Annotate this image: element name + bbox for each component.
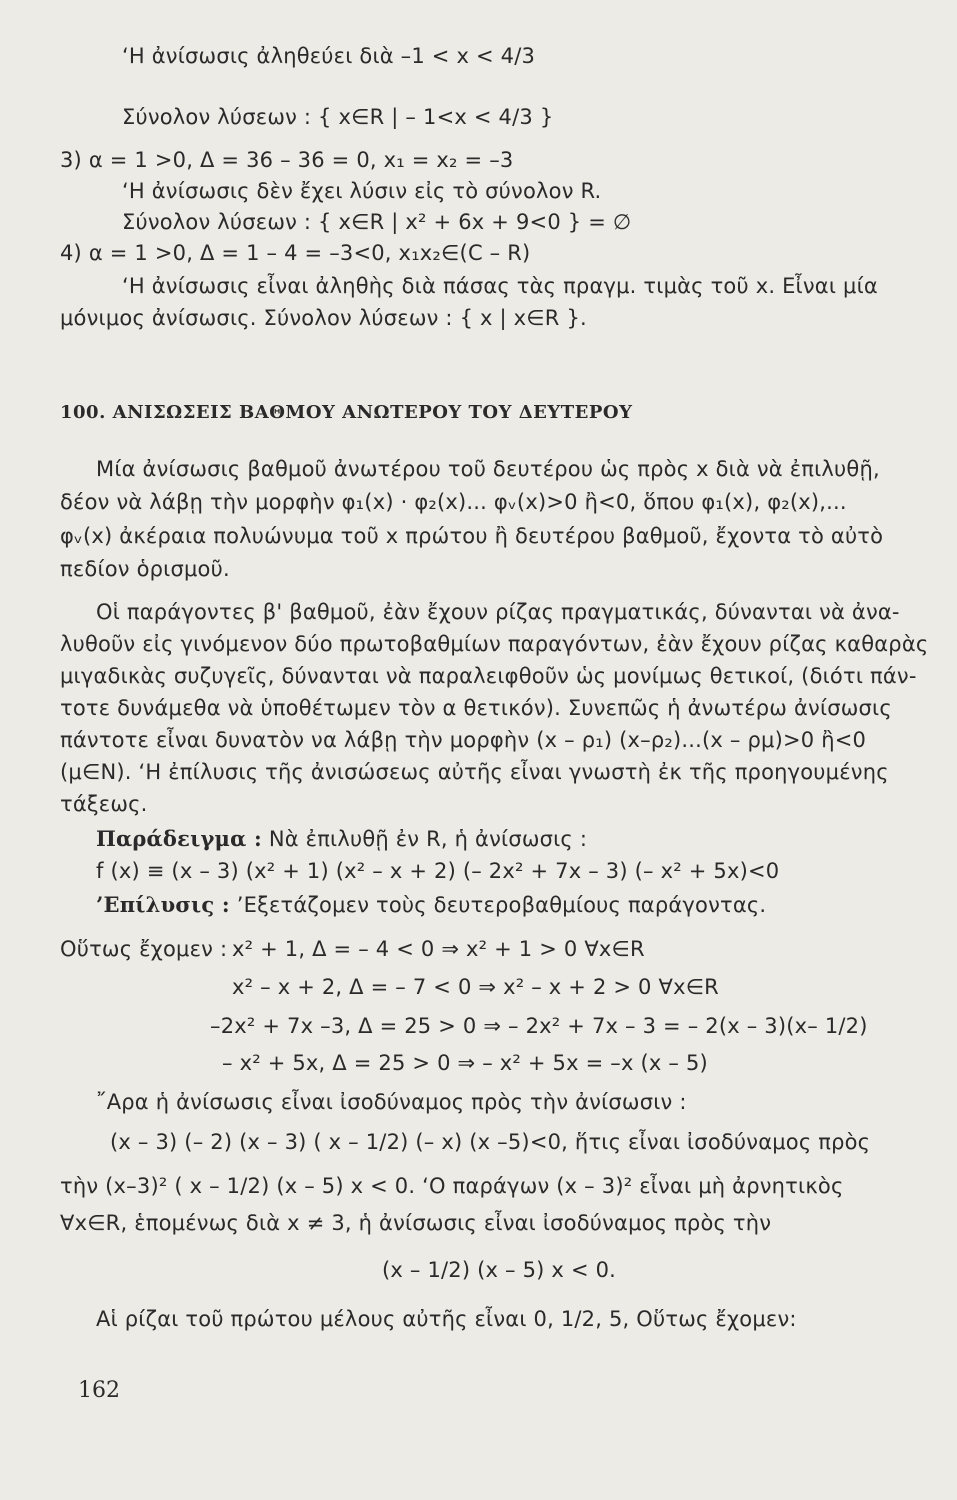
text-line: Σύνολον λύσεων : { x∈R | – 1<x < 4/3 } (122, 105, 554, 129)
text-line: ‘Η ἀνίσωσις δὲν ἔχει λύσιν εἰς τὸ σύνολον R. (122, 179, 602, 203)
factor-line: – x² + 5x, Δ = 25 > 0 ⇒ – x² + 5x = –x (x – 5) (222, 1051, 708, 1075)
example-label: Παράδειγμα : (96, 826, 262, 851)
text-line: Σύνολον λύσεων : { x∈R | x² + 6x + 9<0 } = ∅ (122, 210, 632, 234)
paragraph-line: λυθοῦν εἰς γινόμενον δύο πρωτοβαθμίων παραγόντων, ἐὰν ἔχουν ρίζας καθαρὰς (60, 632, 929, 656)
paragraph-line: δέον νὰ λάβῃ τὴν μορφὴν φ₁(x) · φ₂(x)... φᵥ(x)>0 ἢ<0, ὅπου φ₁(x), φ₂(x),... (60, 490, 847, 514)
text-line: 3) α = 1 >0, Δ = 36 – 36 = 0, x₁ = x₂ = –3 (60, 148, 514, 172)
solution-text: ’Εξετάζομεν τοὺς δευτεροβαθμίους παράγοντας. (236, 893, 767, 917)
text-line: ‘Η ἀνίσωσις εἶναι ἀληθὴς διὰ πάσας τὰς πραγμ. τιμὰς τοῦ x. Εἶναι μία (122, 274, 878, 298)
paragraph-line: Μία ἀνίσωσις βαθμοῦ ἀνωτέρου τοῦ δευτέρου ὡς πρὸς x διὰ νὰ ἐπιλυθῇ, (96, 457, 880, 481)
paragraph-line: τοτε δυνάμεθα νὰ ὑποθέτωμεν τὸν α θετικόν). Συνεπῶς ἡ ἀνωτέρω ἀνίσωσις (60, 696, 892, 720)
conclusion-line: τὴν (x–3)² ( x – 1/2) (x – 5) x < 0. ‘Ο παράγων (x – 3)² εἶναι μὴ ἀρνητικὸς (60, 1174, 844, 1198)
conclusion-line: (x – 1/2) (x – 5) x < 0. (382, 1258, 617, 1282)
example-formula: f (x) ≡ (x – 3) (x² + 1) (x² – x + 2) (– 2x² + 7x – 3) (– x² + 5x)<0 (96, 859, 780, 883)
conclusion-line: ∀x∈R, ἑπομένως διὰ x ≠ 3, ἡ ἀνίσωσις εἶναι ἰσοδύναμος πρὸς τὴν (60, 1211, 772, 1235)
example-text: Νὰ ἐπιλυθῇ ἐν R, ἡ ἀνίσωσις : (268, 827, 588, 851)
paragraph-line: πάντοτε εἶναι δυνατὸν να λάβῃ τὴν μορφὴν (x – ρ₁) (x–ρ₂)...(x – ρμ)>0 ἢ<0 (60, 728, 867, 752)
solution-label: ’Επίλυσις : (96, 892, 230, 917)
example-line (96, 825, 957, 853)
paragraph-line: (μ∈N). ‘Η ἐπίλυσις τῆς ἀνισώσεως αὐτῆς εἶναι γνωστὴ ἐκ τῆς προηγουμένης (60, 760, 889, 784)
paragraph-line: Οἱ παράγοντες β' βαθμοῦ, ἐὰν ἔχουν ρίζας πραγματικάς, δύνανται νὰ ἀνα- (96, 600, 900, 624)
factor-line: x² + 1, Δ = – 4 < 0 ⇒ x² + 1 > 0 ∀x∈R (232, 937, 645, 961)
section-heading: 100. ΑΝΙΣΩΣΕΙΣ ΒΑΘΜΟΥ ΑΝΩΤΕΡΟΥ ΤΟΥ ΔΕΥΤΕΡΟΥ (60, 402, 633, 423)
page-number: 162 (78, 1378, 120, 1403)
conclusion-line: (x – 3) (– 2) (x – 3) ( x – 1/2) (– x) (x –5)<0, ἥτις εἶναι ἰσοδύναμος πρὸς (110, 1130, 871, 1154)
paragraph-line: μιγαδικὰς συζυγεῖς, δύνανται νὰ παραλειφθοῦν ὡς μονίμως θετικοί, (διότι πάν- (60, 664, 917, 688)
conclusion-line: Αἱ ρίζαι τοῦ πρώτου μέλους αὐτῆς εἶναι 0, 1/2, 5, Οὕτως ἔχομεν: (96, 1307, 797, 1331)
solution-line (96, 891, 957, 919)
conclusion-line: ῎Αρα ἡ ἀνίσωσις εἶναι ἰσοδύναμος πρὸς τὴν ἀνίσωσιν : (96, 1090, 687, 1114)
text-line: μόνιμος ἀνίσωσις. Σύνολον λύσεων : { x | x∈R }. (60, 306, 587, 330)
text-line: ‘Η ἀνίσωσις ἀληθεύει διὰ –1 < x < 4/3 (122, 44, 536, 68)
factor-line: –2x² + 7x –3, Δ = 25 > 0 ⇒ – 2x² + 7x – 3 = – 2(x – 3)(x– 1/2) (210, 1014, 868, 1038)
factor-line: x² – x + 2, Δ = – 7 < 0 ⇒ x² – x + 2 > 0 ∀x∈R (232, 975, 719, 999)
paragraph-line: πεδίον ὁρισμοῦ. (60, 557, 230, 581)
text-line: 4) α = 1 >0, Δ = 1 – 4 = –3<0, x₁x₂∈(C – R) (60, 241, 531, 265)
paragraph-line: τάξεως. (60, 792, 148, 816)
paragraph-line: φᵥ(x) ἀκέραια πολυώνυμα τοῦ x πρώτου ἢ δευτέρου βαθμοῦ, ἔχοντα τὸ αὐτὸ (60, 524, 884, 548)
factors-intro: Οὕτως ἔχομεν : (60, 937, 228, 961)
